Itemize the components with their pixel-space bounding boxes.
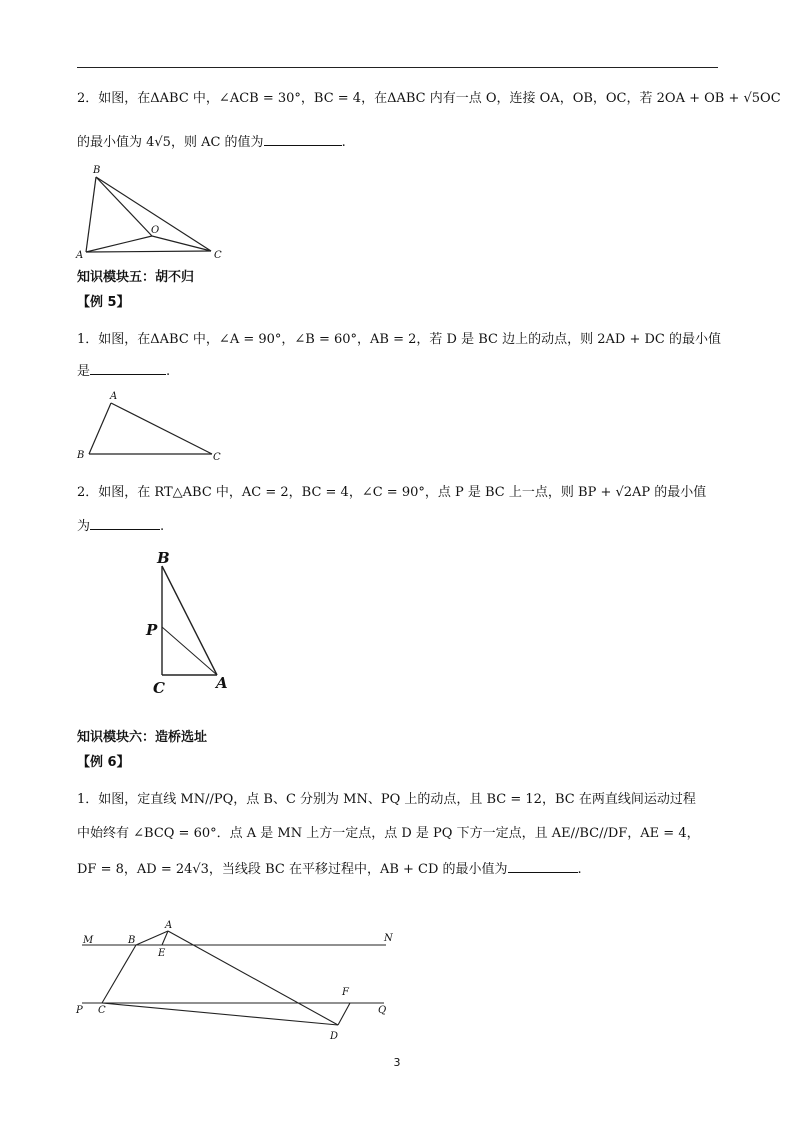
ex6-q1-line3-end: . [577,862,582,877]
q2-label-b: B [93,165,101,176]
module5-title: 知识模块五：胡不归 [77,270,195,285]
q2-line2-text: 的最小值为 4√5，则 AC 的值为 [77,135,264,150]
ex5-q2-label-c: C [153,679,165,697]
ex5-q2-text-line1: 2．如图，在 RT△ABC 中，AC = 2，BC = 4，∠C = 90°，点 P 是 BC 上一点，则 BP + √2AP 的最小值 [77,485,707,500]
ex5-q1-label-a: A [110,391,118,402]
ex6-q1-text-line1: 1．如图，定直线 MN//PQ，点 B、C 分别为 MN、PQ 上的动点，且 BC = 12，BC 在两直线间运动过程 [77,792,696,807]
ex5-q1-line2-end: . [166,364,171,379]
ex6-seg-cd [102,1003,338,1025]
ex6-label-d: D [330,1031,339,1042]
ex6-q1-text-line2: 中始终有 ∠BCQ = 60°．点 A 是 MN 上方一定点，点 D 是 PQ 下方一定点，且 AE//BC//DF，AE = 4， [77,826,700,841]
q2-label-a: A [76,250,84,261]
ex6-label-q: Q [378,1005,387,1016]
ex5-q1-label-b: B [77,450,85,461]
ex6-seg-df [338,1003,350,1025]
q2-line2-end: . [341,135,346,150]
module6-example-tag: 【例 6】 [77,755,130,770]
ex5-q1-line2-text: 是 [77,364,91,379]
ex6-label-c: C [98,1005,106,1016]
ex5-q1-label-c: C [213,452,221,463]
ex6-label-b: B [128,935,136,946]
ex5-q1-text-line1: 1．如图，在ΔABC 中，∠A = 90°，∠B = 60°，AB = 2，若 D 是 BC 边上的动点，则 2AD + DC 的最小值 [77,332,721,347]
ex6-q1-line3-text: DF = 8，AD = 24√3，当线段 BC 在平移过程中，AB + CD 的最小值为 [77,862,508,877]
q2-label-o: O [151,225,160,236]
ex6-label-f: F [342,987,349,998]
ex6-label-m: M [83,935,94,946]
q2-text-line1: 2．如图，在ΔABC 中，∠ACB = 30°，BC = 4，在ΔABC 内有一点 O，连接 OA，OB，OC，若 2OA + OB + √5OC [77,91,781,106]
ex6-label-e: E [158,948,166,959]
ex6-label-n: N [384,933,393,944]
ex6-seg-bc [102,945,136,1003]
page-number: 3 [393,1056,401,1069]
module5-example-tag: 【例 5】 [77,295,130,310]
q2-label-c: C [214,250,222,261]
ex5-q2-label-a: A [216,674,228,692]
ex5-q2-line2-end: . [160,519,165,534]
ex6-label-p: P [76,1005,83,1016]
module6-title: 知识模块六：造桥选址 [77,730,208,745]
ex5-q2-line2-text: 为 [77,519,91,534]
ex5-q2-label-b: B [157,549,170,567]
ex6-label-a: A [165,920,173,931]
ex5-q2-label-p: P [146,621,158,639]
